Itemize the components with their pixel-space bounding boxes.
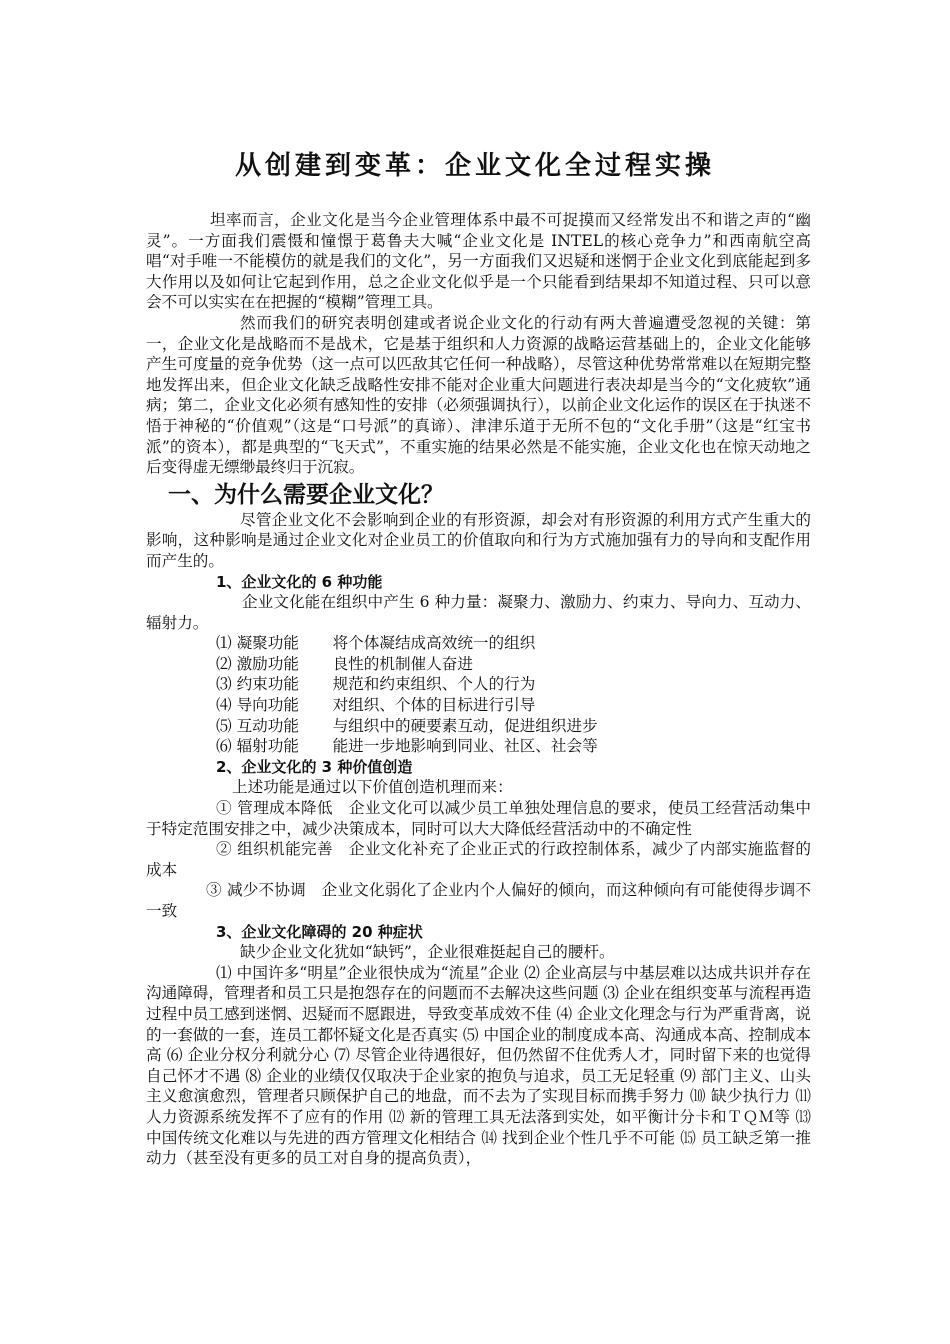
- document-body: [146, 210, 811, 1169]
- section-heading: 一、为什么需要企业文化？: [168, 481, 444, 508]
- section-intro: 尽管企业文化不会影响到企业的有形资源，却会对有形资源的利用方式产生重大的影响，这种影响是通过企业文化对企业员工的价值取向和行为方式施加强有力的导向和支配作用而产生的。: [146, 510, 811, 570]
- function-item: [146, 654, 811, 675]
- function-desc: 与组织中的硬要素互动，促进组织进步: [332, 716, 598, 735]
- function-number: ⑵: [216, 654, 232, 673]
- subsection-intro: 上述功能是通过以下价值创造机理而来：: [232, 778, 513, 797]
- function-item: [146, 674, 811, 695]
- subsection-intro: 缺少企业文化犹如“缺钙”，企业很难挺起自己的腰杆。: [240, 943, 615, 962]
- function-item: [146, 736, 811, 757]
- function-name: 导向功能: [236, 696, 299, 715]
- function-number: ⑷: [216, 696, 232, 715]
- function-name: 凝聚功能: [236, 634, 299, 653]
- document-title: 从创建到变革：企业文化全过程实操: [234, 151, 715, 181]
- value-item: ③ 减少不协调 企业文化弱化了企业内个人偏好的倾向，而这种倾向有可能使得步调不一致: [146, 881, 811, 920]
- function-name: 约束功能: [236, 675, 299, 694]
- subsection-intro: 企业文化能在组织中产生 6 种力量：凝聚力、激励力、约束力、导向力、互动力、辐射力。: [146, 593, 811, 632]
- function-item: [146, 716, 811, 737]
- function-item: [146, 633, 811, 654]
- value-item: ② 组织机能完善 企业文化补充了企业正式的行政控制体系，减少了内部实施监督的成本: [146, 840, 811, 879]
- function-desc: 规范和约束组织、个人的行为: [332, 675, 536, 694]
- function-name: 辐射功能: [236, 737, 299, 756]
- function-name: 激励功能: [236, 654, 299, 673]
- function-number: ⑶: [216, 675, 232, 694]
- function-name: 互动功能: [236, 716, 299, 735]
- function-item: [146, 695, 811, 716]
- function-desc: 将个体凝结成高效统一的组织: [332, 634, 536, 653]
- intro-paragraph: 坦率而言，企业文化是当今企业管理体系中最不可捉摸而又经常发出不和谐之声的“幽灵”。一方面我们震慑和憧憬于葛鲁夫大喊“企业文化是 INTEL的核心竞争力”和西南航空高唱“对手唯一不能模仿的就是我们的文化”，另一方面我们又迟疑和迷惘于企业文化到底能起到多大作用以及如何让它起到作用，总之企业文化似乎是一个只能看到结果却不知道过程、只可以意会不可以实实在在把握的“模糊”管理工具。: [146, 211, 811, 312]
- intro-paragraph: 然而我们的研究表明创建或者说企业文化的行动有两大普遍遭受忽视的关键：第一，企业文化是战略而不是战术，它是基于组织和人力资源的战略运营基础上的，企业文化能够产生可度量的竞争优势（这一点可以匹敌其它任何一种战略），尽管这种优势常常难以在短期完整地发挥出来，但企业文化缺乏战略性安排不能对企业重大问题进行表决却是当今的“文化疲软”通病；第二，企业文化必须有感知性的安排（必须强调执行），以前企业文化运作的误区在于执迷不悟于神秘的“价值观”（这是“口号派”的真谛）、津津乐道于无所不包的“文化手册”（这是“红宝书派”的资本），都是典型的“飞天式”，不重实施的结果必然是不能实施，企业文化也在惊天动地之后变得虚无缥缈最终归于沉寂。: [146, 313, 811, 477]
- function-number: ⑴: [216, 634, 232, 653]
- function-number: ⑸: [216, 716, 232, 735]
- subsection-heading: 1、企业文化的 6 种功能: [216, 572, 383, 591]
- function-number: ⑹: [216, 737, 232, 756]
- subsection-heading: 2、企业文化的 3 种价值创造: [216, 757, 413, 776]
- function-desc: 能进一步地影响到同业、社区、社会等: [332, 737, 598, 756]
- function-desc: 良性的机制催人奋进: [332, 654, 473, 673]
- function-desc: 对组织、个体的目标进行引导: [332, 696, 536, 715]
- subsection-heading: 3、企业文化障碍的 20 种症状: [216, 922, 423, 941]
- symptom-list: ⑴ 中国许多“明星”企业很快成为“流星”企业 ⑵ 企业高层与中基层难以达成共识并存在沟通障碍，管理者和员工只是抱怨存在的问题而不去解决这些问题 ⑶ 企业在组织变革与流程再造过程中员工感到迷惘、迟疑而不愿跟进，导致变革成效不佳 ⑷ 企业文化理念与行为严重背离，说的一套做的一套，连员工都怀疑文化是否真实 ⑸ 中国企业的制度成本高、沟通成本高、控制成本高 ⑹ 企业分权分利就分心 ⑺ 尽管企业待遇很好，但仍然留不住优秀人才，同时留下来的也觉得自己怀才不遇 ⑻ 企业的业绩仅仅取决于企业家的抱负与追求，员工无足轻重 ⑼ 部门主义、山头主义愈演愈烈，管理者只顾保护自己的地盘，而不去为了实现目标而携手努力 ⑽ 缺少执行力 ⑾ 人力资源系统发挥不了应有的作用 ⑿ 新的管理工具无法落到实处，如平衡计分卡和ＴＱＭ等 ⒀ 中国传统文化难以与先进的西方管理文化相结合 ⒁ 找到企业个性几乎不可能 ⒂ 员工缺乏第一推动力（甚至没有更多的员工对自身的提高负责），: [146, 963, 811, 1168]
- value-item: ① 管理成本降低 企业文化可以减少员工单独处理信息的要求，使员工经营活动集中于特定范围安排之中，减少决策成本，同时可以大大降低经营活动中的不确定性: [146, 799, 811, 838]
